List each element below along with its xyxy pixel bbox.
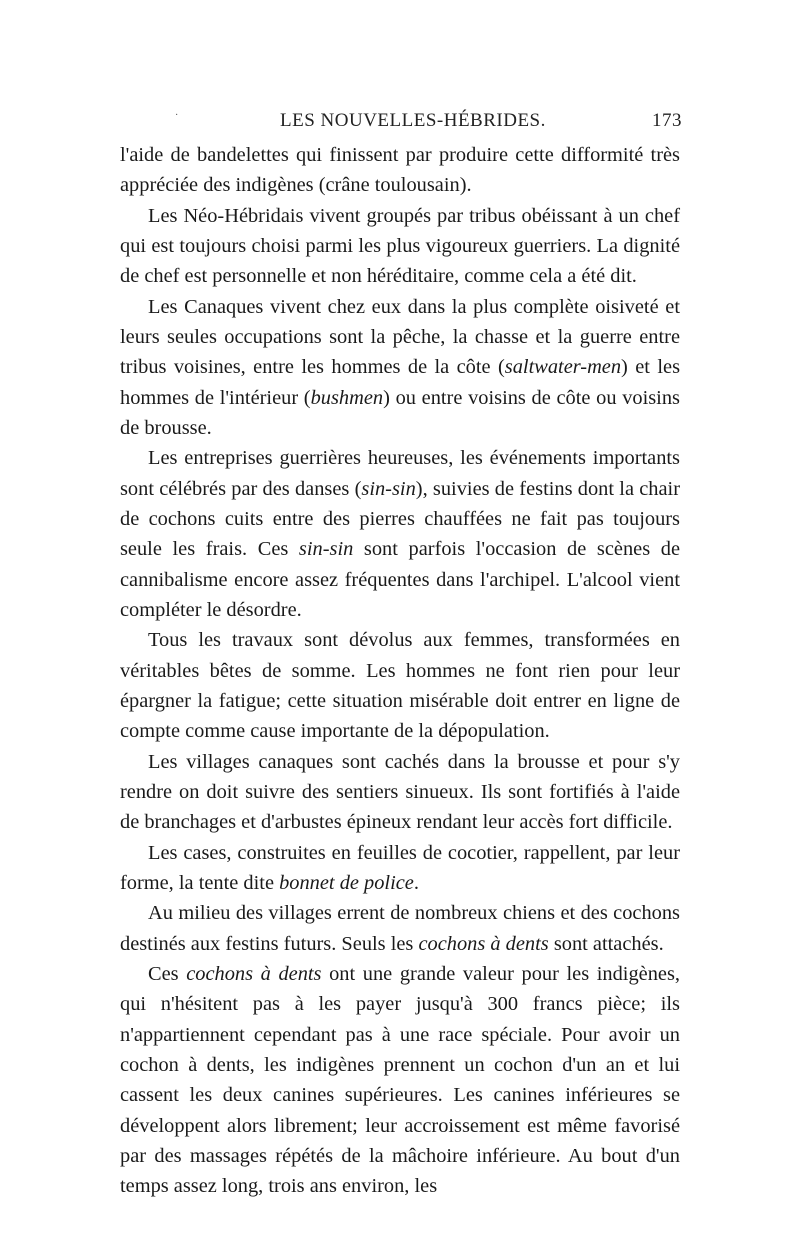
paragraph-text: ), suivies de festins dont la chair de cochons cuits entre des pierres chauffées ne fait pas toujours seule les frais. Ces <box>120 477 680 561</box>
paragraph <box>120 898 680 959</box>
paragraph <box>120 625 680 746</box>
paragraph-text: Les entreprises guerrières heureuses, les événements importants sont célébrés par des danses ( <box>120 447 680 500</box>
italic-term: bushmen <box>310 386 384 409</box>
paragraph-text: ont une grande valeur pour les indigènes, qui n'hésitent pas à les payer jusqu'à 300 francs pièce; ils n'appartiennent cependant pas à une race spéciale. Pour avoir un cochon à dents, les indigènes prennent un cochon d'un an et lui cassent les deux canines supérieures. Les canines inférieures se développent alors librement; leur accroissement est même favorisé par des massages répétés de la mâchoire inférieure. Au bout d'un temps assez long, trois ans environ, les <box>120 962 680 1198</box>
paragraph-text: sont parfois l'occasion de scènes de cannibalisme encore assez fréquentes dans l'archipel. L'alcool vient compléter le désordre. <box>120 538 680 621</box>
paragraph-text: Les Canaques vivent chez eux dans la plus complète oisiveté et leurs seules occupations sont la pêche, la chasse et la guerre entre tribus voisines, entre les hommes de la côte ( <box>120 295 680 379</box>
italic-term: sin-sin <box>361 477 416 500</box>
paragraph-text: Tous les travaux sont dévolus aux femmes, transformées en véritables bêtes de somme. Les hommes ne font rien pour leur épargner la fatigue; cette situation misérable doit entrer en ligne de compte comme cause importante de la dépopulation. <box>120 629 680 743</box>
paragraph <box>120 292 680 444</box>
paragraph-text: sont attachés. <box>548 932 664 955</box>
paragraph <box>120 838 680 899</box>
paragraph <box>120 747 680 838</box>
paragraph <box>120 140 680 201</box>
page-number: 173 <box>652 110 682 131</box>
italic-term: cochons à dents <box>418 932 549 955</box>
paragraph-text: ) et les hommes de l'intérieur ( <box>120 356 680 409</box>
body-text <box>120 140 680 1201</box>
italic-term: saltwater-men <box>504 356 622 379</box>
stray-mark: · <box>175 110 179 121</box>
paragraph-text: Les Néo-Hébridais vivent groupés par tribus obéissant à un chef qui est toujours choisi parmi les plus vigoureux guerriers. La dignité de chef est personnelle et non héréditaire, comme cela a été dit. <box>120 204 680 288</box>
paragraph <box>120 443 680 625</box>
italic-term: cochons à dents <box>186 962 322 985</box>
paragraph-text: ) ou entre voisins de côte ou voisins de brousse. <box>120 386 680 439</box>
paragraph-text: Les cases, construites en feuilles de cocotier, rappellent, par leur forme, la tente dite <box>120 841 680 894</box>
italic-term: bonnet de police <box>279 871 414 894</box>
paragraph <box>120 959 680 1202</box>
paragraph <box>120 201 680 292</box>
running-head <box>120 110 682 134</box>
paragraph-text: . <box>413 871 419 894</box>
paragraph-text: Au milieu des villages errent de nombreux chiens et des cochons destinés aux festins futurs. Seuls les <box>120 902 680 955</box>
paragraph-text: l'aide de bandelettes qui finissent par produire cette difformité très appréciée des indigènes (crâne toulousain). <box>120 144 680 197</box>
paragraph-text: Les villages canaques sont cachés dans la brousse et pour s'y rendre on doit suivre des sentiers sinueux. Ils sont fortifiés à l'aide de branchages et d'arbustes épineux rendant leur accès fort difficile. <box>120 750 680 834</box>
running-title: LES NOUVELLES-HÉBRIDES. <box>280 110 546 131</box>
paragraph-text: Ces <box>148 962 187 985</box>
italic-term: sin-sin <box>298 538 354 561</box>
